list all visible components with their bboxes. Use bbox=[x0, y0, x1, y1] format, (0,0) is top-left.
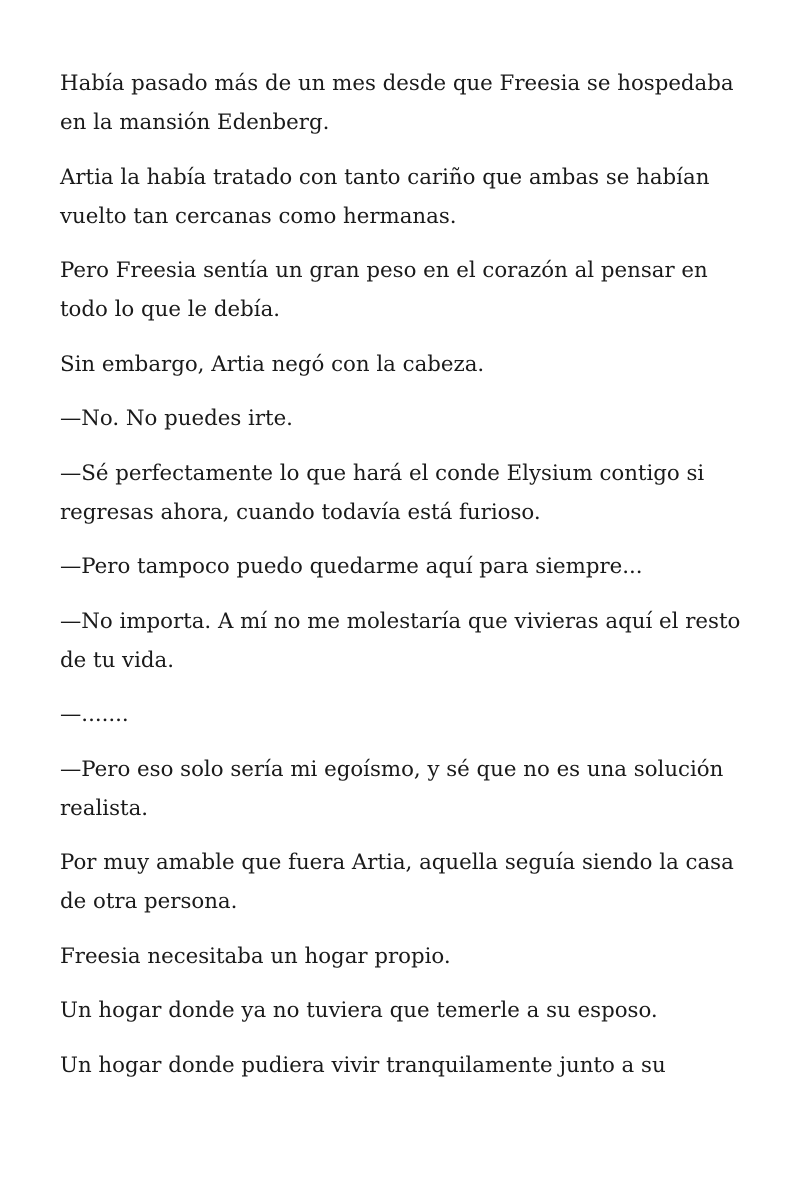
dialogue-line: —Pero eso solo sería mi egoísmo, y sé que no es una solución realista. bbox=[60, 756, 724, 821]
paragraph: Artia la había tratado con tanto cariño que ambas se habían vuelto tan cercanas como hermanas. bbox=[60, 164, 710, 229]
paragraph: Freesia necesitaba un hogar propio. bbox=[60, 943, 451, 969]
paragraph: Pero Freesia sentía un gran peso en el corazón al pensar en todo lo que le debía. bbox=[60, 258, 708, 322]
dialogue-line: —....... bbox=[60, 702, 129, 727]
dialogue-line: —Pero tampoco puedo quedarme aquí para siempre... bbox=[60, 554, 643, 579]
paragraph: Un hogar donde ya no tuviera que temerle a su esposo. bbox=[60, 998, 658, 1023]
paragraph: Un hogar donde pudiera vivir tranquilamente junto a su bbox=[60, 1052, 666, 1078]
paragraph: Había pasado más de un mes desde que Freesia se hospedaba en la mansión Edenberg. bbox=[60, 71, 734, 135]
dialogue-line: —No. No puedes irte. bbox=[60, 406, 293, 431]
dialogue-line: —No importa. A mí no me molestaría que vivieras aquí el resto de tu vida. bbox=[60, 608, 741, 673]
paragraph: Por muy amable que fuera Artia, aquella seguía siendo la casa de otra persona. bbox=[60, 850, 734, 914]
dialogue-line: —Sé perfectamente lo que hará el conde Elysium contigo si regresas ahora, cuando todavía está furioso. bbox=[60, 460, 705, 525]
paragraph: Sin embargo, Artia negó con la cabeza. bbox=[60, 351, 485, 377]
